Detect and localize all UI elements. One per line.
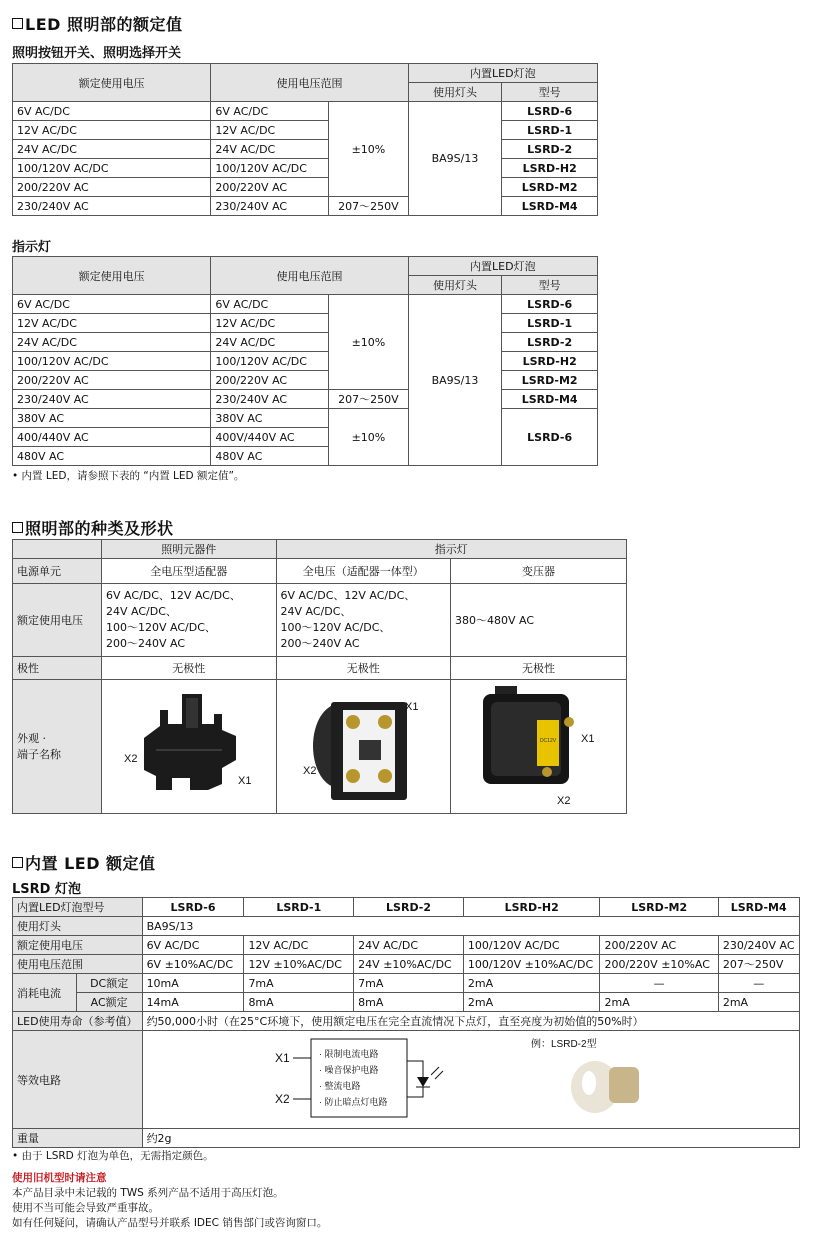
cell-rated-adapter bbox=[102, 584, 276, 657]
cell-dc-current: — bbox=[600, 974, 718, 993]
row-label-life: LED使用寿命（参考值） bbox=[13, 1012, 143, 1031]
adapter-image bbox=[102, 680, 268, 810]
section-title-lighting-types: 照明部的种类及形状 bbox=[12, 516, 174, 539]
header-rated-voltage: 额定使用电压 bbox=[13, 64, 211, 102]
square-bullet-icon bbox=[12, 857, 23, 868]
square-bullet-icon bbox=[12, 522, 23, 533]
cell-base: BA9S/13 bbox=[408, 102, 502, 216]
terminal-x1-label: X1 bbox=[404, 701, 418, 713]
cell-rated: 100/120V AC/DC bbox=[463, 936, 600, 955]
subsection-title-pilot-lights: 指示灯 bbox=[12, 240, 52, 255]
cell-model: LSRD-1 bbox=[244, 898, 354, 917]
table-row bbox=[13, 371, 598, 390]
row-label-rated: 额定使用电压 bbox=[13, 936, 143, 955]
cell-rated: 400/440V AC bbox=[13, 428, 211, 447]
cell-tolerance: ±10% bbox=[329, 409, 409, 466]
cell-range: 100/120V AC/DC bbox=[211, 352, 329, 371]
cell-rated: 230/240V AC bbox=[13, 197, 211, 216]
cell-transformer-image bbox=[451, 680, 627, 814]
cell-range: 24V AC/DC bbox=[211, 140, 329, 159]
terminal-x2-label: X2 bbox=[124, 753, 138, 765]
table-builtin-led-rating bbox=[12, 897, 800, 1148]
cell-model: LSRD-1 bbox=[502, 314, 598, 333]
row-label-model: 内置LED灯泡型号 bbox=[13, 898, 143, 917]
cell-range: 24V ±10%AC/DC bbox=[354, 955, 464, 974]
cell-range: 400V/440V AC bbox=[211, 428, 329, 447]
circuit-item: · 噪音保护电路 bbox=[318, 1065, 379, 1075]
cell-rated: 200/220V AC bbox=[13, 371, 211, 390]
cell-model: LSRD-6 bbox=[502, 409, 598, 466]
circuit-item: · 整流电路 bbox=[318, 1081, 361, 1091]
warning-line: 如有任何疑问，请确认产品型号并联系 IDEC 销售部门或咨询窗口。 bbox=[12, 1217, 328, 1229]
cell-rated: 6V AC/DC bbox=[142, 936, 244, 955]
row-label-range: 使用电压范围 bbox=[13, 955, 143, 974]
header-rated-voltage: 额定使用电压 bbox=[13, 257, 211, 295]
cell-tolerance: ±10% bbox=[329, 102, 409, 197]
cell-model: LSRD-2 bbox=[354, 898, 464, 917]
cell-tolerance: ±10% bbox=[329, 295, 409, 390]
cell-rated: 6V AC/DC bbox=[13, 102, 211, 121]
cell-rated: 100/120V AC/DC bbox=[13, 352, 211, 371]
header-lamp-base: 使用灯头 bbox=[408, 83, 502, 102]
cell-range: 12V AC/DC bbox=[211, 314, 329, 333]
text-line: 24V AC/DC、 bbox=[280, 605, 352, 618]
integrated-unit-image bbox=[277, 680, 443, 810]
cell-model: LSRD-6 bbox=[142, 898, 244, 917]
module-label: DC12V bbox=[539, 738, 557, 744]
cell-range: 100/120V ±10%AC/DC bbox=[463, 955, 600, 974]
cell-range: 380V AC bbox=[211, 409, 329, 428]
cell-dc-current: 7mA bbox=[244, 974, 354, 993]
cell-ac-current: 2mA bbox=[463, 993, 600, 1012]
cell-dc-current: 10mA bbox=[142, 974, 244, 993]
warning-line: 本产品目录中未记载的 TWS 系列产品不适用于高压灯泡。 bbox=[12, 1187, 284, 1199]
header-lamp-base: 使用灯头 bbox=[408, 276, 502, 295]
table-row bbox=[13, 140, 598, 159]
table-row bbox=[13, 121, 598, 140]
circuit-item: · 防止暗点灯电路 bbox=[318, 1097, 388, 1107]
cell-power: 变压器 bbox=[451, 559, 627, 584]
circuit-item: · 限制电流电路 bbox=[318, 1049, 379, 1059]
terminal-x1-label: X1 bbox=[274, 1051, 290, 1065]
cell-ac-current: 8mA bbox=[244, 993, 354, 1012]
text-line: 6V AC/DC、12V AC/DC、 bbox=[106, 589, 241, 602]
header-builtin-led: 内置LED灯泡 bbox=[408, 257, 597, 276]
text-line: 外观 · bbox=[17, 731, 46, 745]
text-line: 200～240V AC bbox=[106, 637, 186, 650]
table-row bbox=[13, 197, 598, 216]
table-row bbox=[13, 409, 598, 428]
text-line: 100～120V AC/DC、 bbox=[280, 621, 391, 634]
cell-model: LSRD-2 bbox=[502, 140, 598, 159]
cell-rated: 12V AC/DC bbox=[13, 121, 211, 140]
row-label-base: 使用灯头 bbox=[13, 917, 143, 936]
cell-range: 200/220V ±10%AC bbox=[600, 955, 718, 974]
row-label-current: 消耗电流 bbox=[13, 974, 77, 1012]
cell-model: LSRD-M2 bbox=[600, 898, 718, 917]
text-line: 100～120V AC/DC、 bbox=[106, 621, 216, 634]
cell-weight: 约2g bbox=[142, 1129, 799, 1148]
cell-range: 6V ±10%AC/DC bbox=[142, 955, 244, 974]
text-line: 6V AC/DC、12V AC/DC、 bbox=[280, 589, 416, 602]
table-row bbox=[13, 352, 598, 371]
header-voltage-range: 使用电压范围 bbox=[211, 64, 408, 102]
cell-model: LSRD-6 bbox=[502, 295, 598, 314]
cell-model: LSRD-M2 bbox=[502, 178, 598, 197]
cell-rated: 230/240V AC bbox=[13, 390, 211, 409]
row-label-weight: 重量 bbox=[13, 1129, 143, 1148]
cell-model: LSRD-H2 bbox=[502, 352, 598, 371]
table-row bbox=[13, 178, 598, 197]
terminal-x2-label: X2 bbox=[302, 765, 316, 777]
row-label-ac: AC额定 bbox=[76, 993, 142, 1012]
cell-base: BA9S/13 bbox=[142, 917, 799, 936]
cell-ac-current: 14mA bbox=[142, 993, 244, 1012]
row-label-dc: DC额定 bbox=[76, 974, 142, 993]
cell-rated: 24V AC/DC bbox=[354, 936, 464, 955]
cell-range: 200/220V AC bbox=[211, 371, 329, 390]
cell-range: 207～250V bbox=[718, 955, 799, 974]
cell-rated: 480V AC bbox=[13, 447, 211, 466]
header-blank bbox=[13, 540, 102, 559]
cell-range: 200/220V AC bbox=[211, 178, 329, 197]
cell-range: 230/240V AC bbox=[211, 197, 329, 216]
cell-model: LSRD-1 bbox=[502, 121, 598, 140]
cell-model: LSRD-M4 bbox=[502, 197, 598, 216]
equivalent-circuit-diagram bbox=[143, 1031, 799, 1125]
cell-range: 230/240V AC bbox=[211, 390, 329, 409]
example-label: 例：LSRD-2型 bbox=[530, 1039, 597, 1050]
subsection-title-switches: 照明按钮开关、照明选择开关 bbox=[12, 46, 182, 61]
terminal-x1-label: X1 bbox=[238, 775, 252, 787]
cell-polarity: 无极性 bbox=[276, 657, 451, 680]
warning-block bbox=[12, 1171, 327, 1231]
row-label-polarity: 极性 bbox=[13, 657, 102, 680]
cell-adapter-image bbox=[102, 680, 276, 814]
header-lighting-element: 照明元器件 bbox=[102, 540, 276, 559]
cell-rated: 380V AC bbox=[13, 409, 211, 428]
subsection-title-lsrd: LSRD 灯泡 bbox=[12, 882, 81, 897]
cell-range-special: 207～250V bbox=[329, 390, 409, 409]
text-line: 200～240V AC bbox=[280, 637, 360, 650]
cell-integrated-image bbox=[276, 680, 451, 814]
cell-range: 12V AC/DC bbox=[211, 121, 329, 140]
cell-ac-current: 2mA bbox=[718, 993, 799, 1012]
table-row bbox=[13, 333, 598, 352]
cell-range-special: 207～250V bbox=[329, 197, 409, 216]
cell-rated-transformer: 380～480V AC bbox=[451, 584, 627, 657]
cell-power: 全电压型适配器 bbox=[102, 559, 276, 584]
cell-base: BA9S/13 bbox=[408, 295, 502, 466]
header-model: 型号 bbox=[502, 276, 598, 295]
cell-rated: 12V AC/DC bbox=[13, 314, 211, 333]
table-row bbox=[13, 102, 598, 121]
cell-model: LSRD-H2 bbox=[502, 159, 598, 178]
table-lighting-types bbox=[12, 539, 627, 814]
row-label-rated: 额定使用电压 bbox=[13, 584, 102, 657]
cell-rated: 6V AC/DC bbox=[13, 295, 211, 314]
section-title-builtin-led: 内置 LED 额定值 bbox=[12, 851, 156, 874]
cell-ac-current: 2mA bbox=[600, 993, 718, 1012]
row-label-appearance bbox=[13, 680, 102, 814]
cell-model: LSRD-M4 bbox=[718, 898, 799, 917]
table-row bbox=[13, 159, 598, 178]
square-bullet-icon bbox=[12, 18, 23, 29]
cell-ac-current: 8mA bbox=[354, 993, 464, 1012]
terminal-x2-label: X2 bbox=[274, 1092, 290, 1106]
cell-circuit bbox=[142, 1031, 799, 1129]
table-pilot-led-rating bbox=[12, 256, 598, 466]
cell-model: LSRD-M4 bbox=[502, 390, 598, 409]
table-row bbox=[13, 295, 598, 314]
cell-life: 约50,000小时（在25°C环境下，使用额定电压在完全直流情况下点灯，直至亮度为初始值的50%时） bbox=[142, 1012, 799, 1031]
warning-title: 使用旧机型时请注意 bbox=[12, 1172, 107, 1184]
warning-line: 使用不当可能会导致严重事故。 bbox=[12, 1202, 159, 1214]
header-voltage-range: 使用电压范围 bbox=[211, 257, 408, 295]
table-row bbox=[13, 390, 598, 409]
cell-rated: 200/220V AC bbox=[13, 178, 211, 197]
table-row bbox=[13, 314, 598, 333]
cell-rated-integrated bbox=[276, 584, 451, 657]
cell-dc-current: 2mA bbox=[463, 974, 600, 993]
led-diode-icon bbox=[417, 1077, 429, 1087]
cell-rated: 200/220V AC bbox=[600, 936, 718, 955]
cell-dc-current: 7mA bbox=[354, 974, 464, 993]
header-model: 型号 bbox=[502, 83, 598, 102]
cell-power: 全电压（适配器一体型） bbox=[276, 559, 451, 584]
cell-rated: 24V AC/DC bbox=[13, 333, 211, 352]
row-label-power: 电源单元 bbox=[13, 559, 102, 584]
cell-model: LSRD-6 bbox=[502, 102, 598, 121]
note-led-reference: • 内置 LED，请参照下表的 “内置 LED 额定值”。 bbox=[12, 470, 245, 482]
cell-model: LSRD-2 bbox=[502, 333, 598, 352]
header-builtin-led: 内置LED灯泡 bbox=[408, 64, 597, 83]
text-line: 端子名称 bbox=[17, 747, 61, 761]
text-line: 24V AC/DC、 bbox=[106, 605, 177, 618]
section-title-led-rating: LED 照明部的额定值 bbox=[12, 12, 182, 35]
cell-range: 6V AC/DC bbox=[211, 102, 329, 121]
transformer-image bbox=[451, 680, 626, 810]
cell-range: 480V AC bbox=[211, 447, 329, 466]
cell-rated: 24V AC/DC bbox=[13, 140, 211, 159]
cell-range: 6V AC/DC bbox=[211, 295, 329, 314]
cell-rated: 100/120V AC/DC bbox=[13, 159, 211, 178]
row-label-circuit: 等效电路 bbox=[13, 1031, 143, 1129]
cell-model: LSRD-H2 bbox=[463, 898, 600, 917]
cell-range: 24V AC/DC bbox=[211, 333, 329, 352]
table-switch-led-rating bbox=[12, 63, 598, 216]
header-pilot-light: 指示灯 bbox=[276, 540, 627, 559]
cell-range: 100/120V AC/DC bbox=[211, 159, 329, 178]
cell-rated: 12V AC/DC bbox=[244, 936, 354, 955]
cell-dc-current: — bbox=[718, 974, 799, 993]
cell-range: 12V ±10%AC/DC bbox=[244, 955, 354, 974]
terminal-x1-label: X1 bbox=[581, 733, 595, 745]
note-monochrome: • 由于 LSRD 灯泡为单色，无需指定颜色。 bbox=[12, 1150, 214, 1162]
cell-rated: 230/240V AC bbox=[718, 936, 799, 955]
cell-model: LSRD-M2 bbox=[502, 371, 598, 390]
cell-polarity: 无极性 bbox=[102, 657, 276, 680]
terminal-x2-label: X2 bbox=[557, 795, 571, 807]
cell-polarity: 无极性 bbox=[451, 657, 627, 680]
